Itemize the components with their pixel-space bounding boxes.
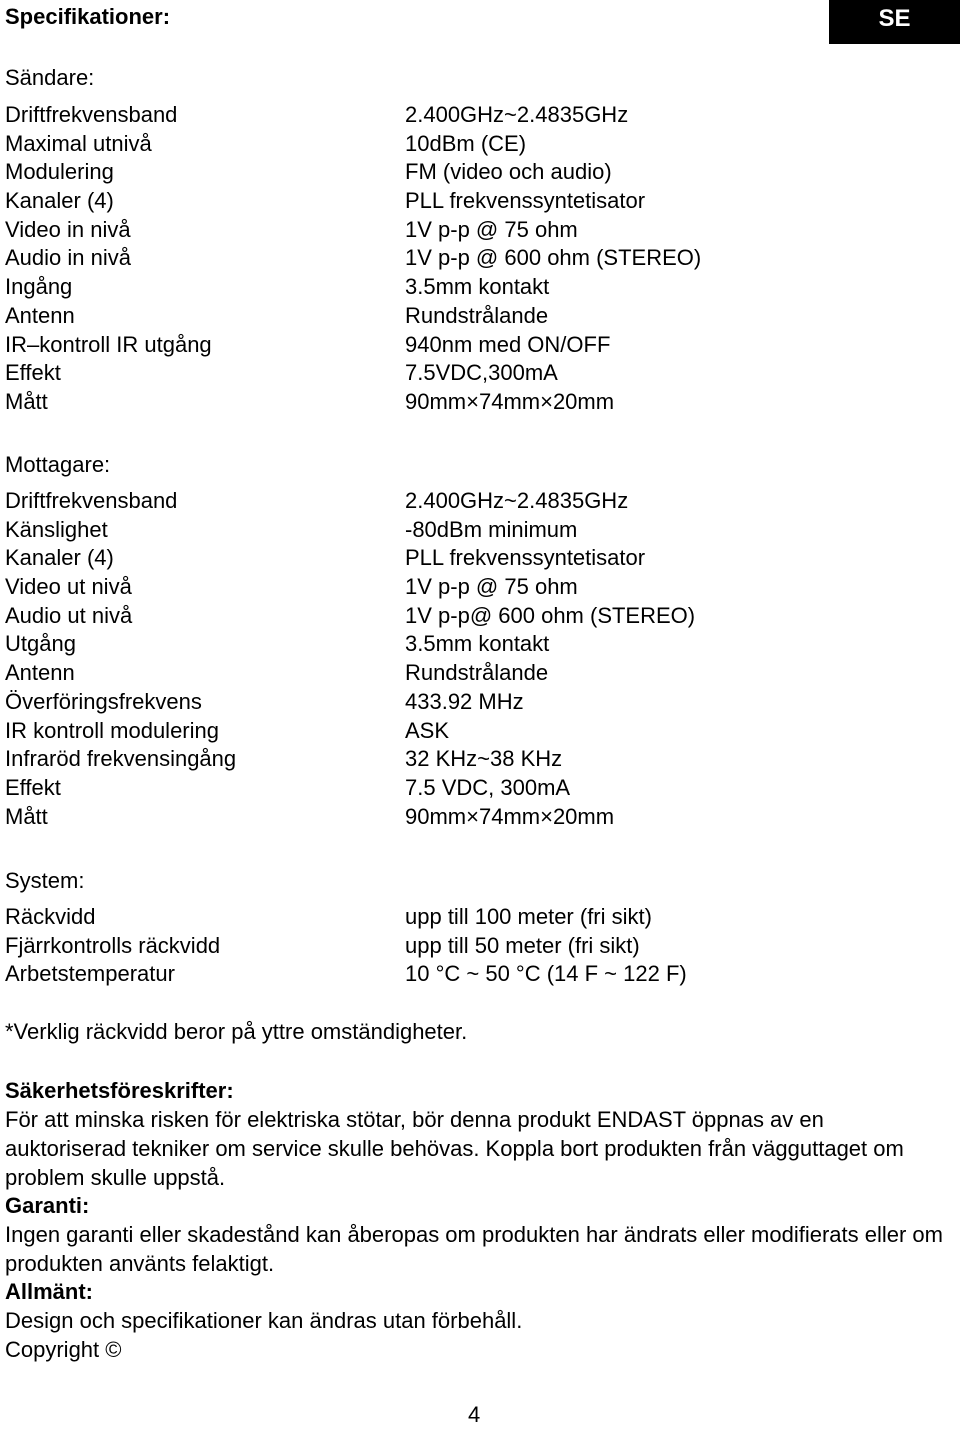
spec-label: Mått: [5, 388, 48, 414]
spec-value: 940nm med ON/OFF: [405, 331, 611, 357]
spec-label: Audio in nivå: [5, 245, 131, 271]
sender-spec-list: [5, 101, 945, 417]
spec-value: 90mm×74mm×20mm: [405, 803, 615, 829]
language-badge: SE: [829, 0, 960, 44]
spec-row: [5, 516, 945, 545]
spec-value: 10dBm (CE): [405, 130, 527, 156]
spec-label: Mått: [5, 803, 48, 829]
spec-label: Ingång: [5, 274, 73, 300]
spec-row: [5, 903, 945, 932]
sender-section-title: Sändare:: [5, 65, 95, 90]
spec-row: [5, 216, 945, 245]
spec-label: Antenn: [5, 302, 75, 328]
spec-label: IR–kontroll IR utgång: [5, 331, 212, 357]
spec-row: [5, 960, 945, 989]
spec-value: 1V p-p@ 600 ohm (STEREO): [405, 602, 696, 628]
system-section-title: System:: [5, 868, 85, 893]
spec-row: [5, 659, 945, 688]
general-text: Design och specifikationer kan ändras utan förbehåll.: [5, 1308, 523, 1333]
spec-label: Modulering: [5, 159, 114, 185]
spec-label: Video in nivå: [5, 216, 131, 242]
spec-row: [5, 630, 945, 659]
spec-value: 2.400GHz~2.4835GHz: [405, 102, 629, 127]
spec-label: Audio ut nivå: [5, 602, 133, 628]
spec-value: ASK: [405, 717, 450, 743]
spec-row: [5, 688, 945, 717]
spec-value: upp till 100 meter (fri sikt): [405, 904, 652, 929]
spec-label: Arbetstemperatur: [5, 961, 175, 987]
safety-heading: Säkerhetsföreskrifter:: [5, 1078, 234, 1103]
spec-value: 3.5mm kontakt: [405, 274, 550, 300]
spec-row: [5, 273, 945, 302]
spec-row: [5, 717, 945, 746]
page-number: 4: [468, 1402, 481, 1427]
spec-row: [5, 359, 945, 388]
spec-row: [5, 487, 945, 516]
spec-row: [5, 331, 945, 360]
spec-row: [5, 544, 945, 573]
spec-value: 1V p-p @ 600 ohm (STEREO): [405, 245, 702, 271]
spec-label: Driftfrekvensband: [5, 102, 178, 127]
spec-row: [5, 187, 945, 216]
spec-label: Video ut nivå: [5, 574, 132, 600]
spec-value: 10 °C ~ 50 °C (14 F ~ 122 F): [405, 961, 687, 987]
spec-value: 7.5VDC,300mA: [405, 360, 558, 386]
spec-label: Antenn: [5, 660, 75, 686]
warranty-text: Ingen garanti eller skadestånd kan åberopas om produkten har ändrats eller modifierats eller om produkten använts felaktigt.: [5, 1222, 943, 1276]
spec-row: [5, 158, 945, 187]
spec-label: Känslighet: [5, 516, 108, 542]
spec-value: 2.400GHz~2.4835GHz: [405, 488, 629, 513]
spec-value: -80dBm minimum: [405, 516, 578, 542]
spec-value: 1V p-p @ 75 ohm: [405, 216, 578, 242]
page-title: Specifikationer:: [5, 4, 171, 29]
spec-row: [5, 573, 945, 602]
range-note: *Verklig räckvidd beror på yttre omständigheter.: [5, 1019, 468, 1044]
spec-row: [5, 388, 945, 417]
spec-value: FM (video och audio): [405, 159, 612, 185]
spec-label: Överföringsfrekvens: [5, 688, 202, 714]
spec-row: [5, 130, 945, 159]
spec-label: Maximal utnivå: [5, 130, 152, 156]
spec-value: 3.5mm kontakt: [405, 631, 550, 657]
general-heading: Allmänt:: [5, 1279, 93, 1304]
spec-label: Kanaler (4): [5, 188, 114, 214]
warranty-heading: Garanti:: [5, 1193, 90, 1218]
spec-row: [5, 602, 945, 631]
spec-row: [5, 745, 945, 774]
copyright-text: Copyright ©: [5, 1337, 122, 1362]
spec-value: upp till 50 meter (fri sikt): [405, 932, 640, 958]
spec-value: 1V p-p @ 75 ohm: [405, 574, 578, 600]
spec-value: PLL frekvenssyntetisator: [405, 545, 646, 571]
spec-label: Effekt: [5, 360, 61, 386]
warranty-block: [5, 1191, 950, 1278]
general-block: [5, 1277, 950, 1364]
spec-value: Rundstrålande: [405, 302, 549, 328]
spec-row: [5, 774, 945, 803]
spec-row: [5, 803, 945, 832]
spec-label: Infraröd frekvensingång: [5, 746, 237, 772]
spec-value: PLL frekvenssyntetisator: [405, 188, 646, 214]
spec-value: 7.5 VDC, 300mA: [405, 774, 571, 800]
spec-label: Effekt: [5, 774, 61, 800]
spec-label: Driftfrekvensband: [5, 488, 178, 513]
system-spec-list: [5, 903, 945, 989]
spec-label: Utgång: [5, 631, 76, 657]
spec-value: 32 KHz~38 KHz: [405, 746, 563, 772]
spec-value: 90mm×74mm×20mm: [405, 388, 615, 414]
spec-row: [5, 932, 945, 961]
receiver-spec-list: [5, 487, 945, 831]
spec-label: IR kontroll modulering: [5, 717, 219, 743]
spec-label: Kanaler (4): [5, 545, 114, 571]
spec-label: Räckvidd: [5, 904, 96, 929]
spec-row: [5, 302, 945, 331]
spec-label: Fjärrkontrolls räckvidd: [5, 932, 221, 958]
spec-row: [5, 244, 945, 273]
safety-text: För att minska risken för elektriska stötar, bör denna produkt ENDAST öppnas av en auktoriserad tekniker om service skulle behövas. Koppla bort produkten från vägguttaget om problem skulle uppstå.: [5, 1107, 904, 1190]
safety-block: [5, 1076, 950, 1192]
spec-row: [5, 101, 945, 130]
receiver-section-title: Mottagare:: [5, 452, 111, 477]
spec-value: Rundstrålande: [405, 660, 549, 686]
spec-value: 433.92 MHz: [405, 688, 524, 714]
